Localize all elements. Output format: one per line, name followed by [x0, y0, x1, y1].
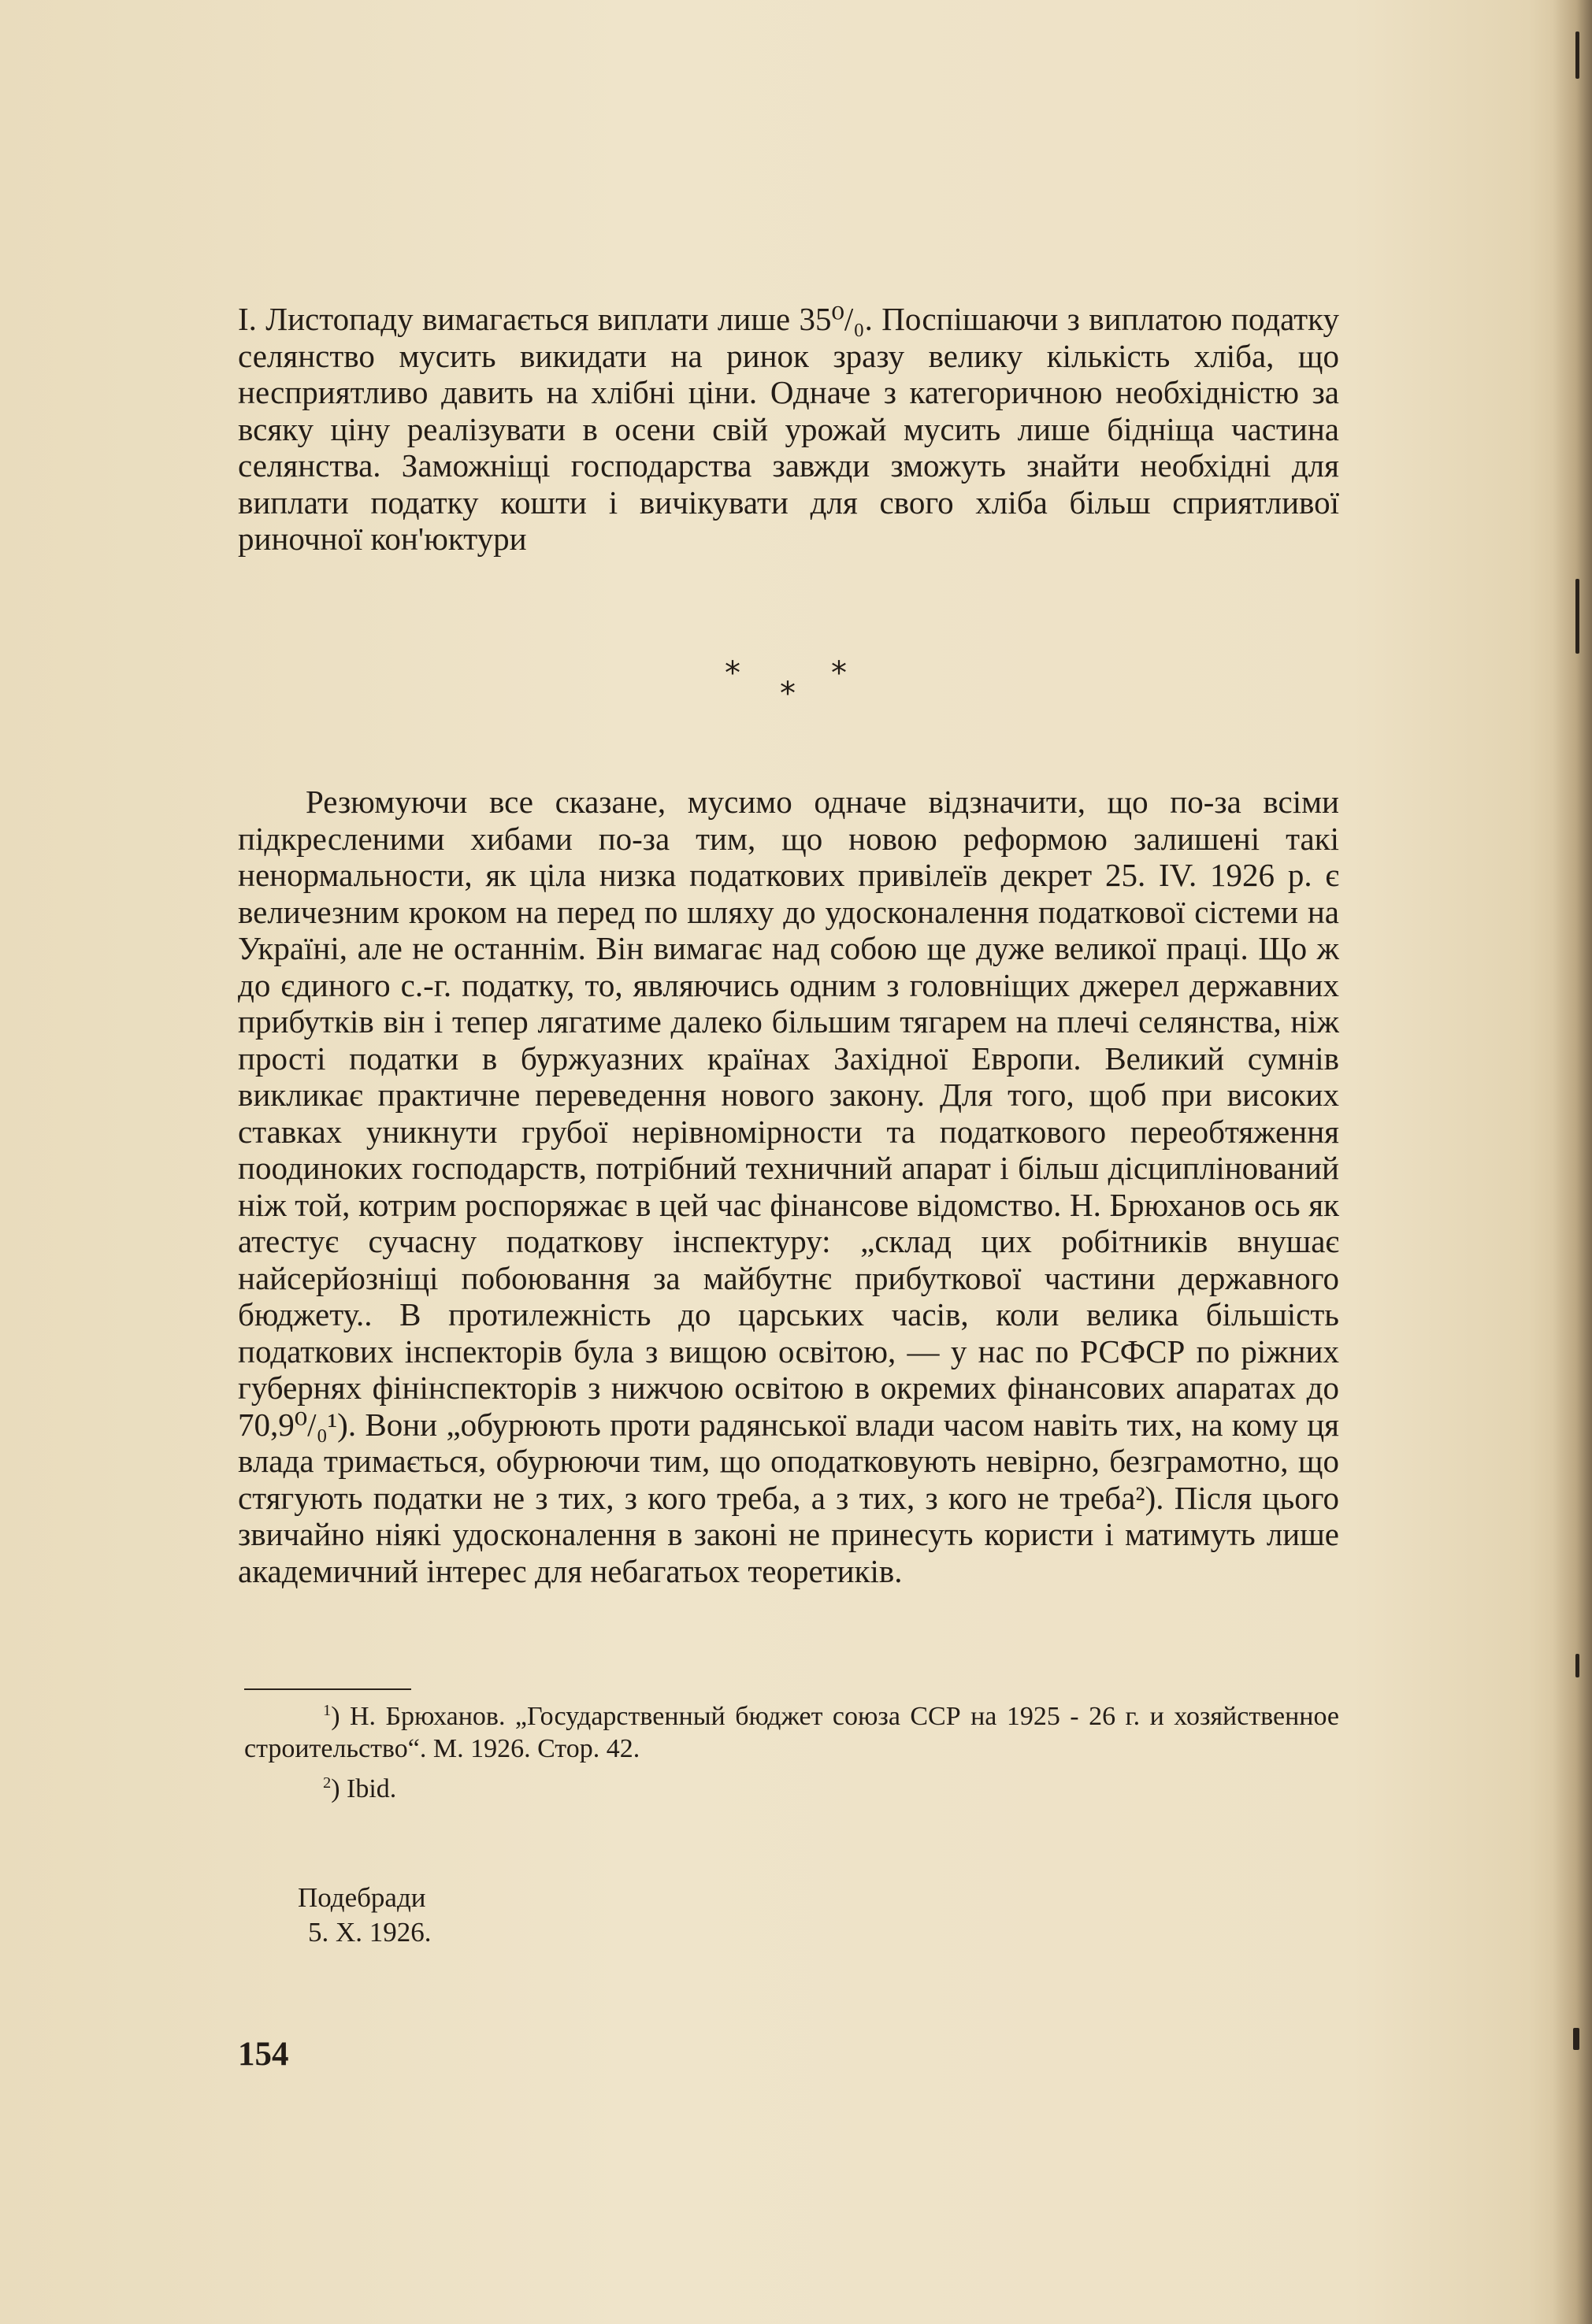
footnote-2	[244, 1773, 1339, 1805]
asterisk: *	[780, 676, 796, 712]
asterisk: *	[725, 655, 740, 691]
paragraph-conclusion: Резюмуючи все сказане, мусимо одначе відзначити, що по-за всіми підкресленими хибами по-за тим, що новою реформою залишені такі ненормальности, як ціла низка податкових привілеїв декрет 25. IV. 1926 р. є величезним кроком на перед по шляху до удосконалення податкової сістеми на Україні, але не останнім. Він вимагає над собою ще дуже великої праці. Що ж до єдиного с.-г. податку, то, являючись одним з головніщих джерел державних прибутків він і тепер лягатиме далеко більшим тягарем на плечі селянства, ніж прості податки в буржуазних країнах Західної Европи. Великий сумнів викликає практичне переведення нового закону. Для того, щоб при високих ставках уникнути грубої нерівномірности та податкового переобтяження поодиноких господарств, потрібний техничний апарат і більш дісциплінований ніж той, котрим роспоряжає в цей час фінансове відомство. Н. Брюханов ось як атестує сучасну податкову інспектуру: „склад цих робітників внушає найсерйозніщі побоювання за майбутнє прибуткової частини державного бюджету.. В протилежність до царських часів, коли велика більшість податкових інспекторів була з вищою освітою, — у нас по РСФСР по ріжних губернях фінінспекторів з нижчою освітою в окремих фінансових апаратах до 70,9⁰/₀¹). Вони „обурюють проти радянської влади часом навіть тих, на кому ця влада тримається, обурюючи тим, що оподатковують невірно, безграмотно, що стягують податки не з тих, з кого треба, а з тих, з кого не треба²). Після цього звичайно ніякі удосконалення в законі не принесуть користи і матимуть лише академичний інтерес для небагатьох теоретиків.	[238, 784, 1339, 1589]
spine-mark	[1575, 32, 1579, 79]
paragraph-continuation: I. Листопаду вимагається виплати лише 35⁰/₀. Поспішаючи з виплатою податку селянство мусить викидати на ринок зразу велику кількість хліба, що несприятливо давить на хлібні ціни. Одначе з категоричною необхідністю за всяку ціну реалізувати в осени свій урожай мусить лише бідніща частина селянства. Заможніщі господарства завжди зможуть знайти необхідні для виплати податку кошти і вичікувати для свого хліба більш сприятливої риночної кон'юктури	[238, 301, 1339, 557]
page-number: 154	[238, 2036, 289, 2073]
footnote-rule	[244, 1688, 411, 1690]
signature-date: 5. X. 1926.	[308, 1917, 432, 1948]
spine-mark	[1573, 2028, 1579, 2050]
spine-mark	[1575, 1654, 1579, 1677]
footnote-text: ) Ibid.	[331, 1774, 397, 1803]
footnote-1	[244, 1700, 1339, 1765]
signature-block	[298, 1881, 432, 1950]
asterisk: *	[831, 655, 847, 691]
spine-mark	[1575, 579, 1579, 654]
footnote-text: ) Н. Брюханов. „Государственный бюджет союза ССР на 1925 - 26 г. и хозяйственное строительство“. М. 1926. Стор. 42.	[244, 1702, 1339, 1763]
footnote-marker: 1	[323, 1701, 332, 1719]
book-spine-shadow	[1553, 0, 1592, 2324]
footnotes	[244, 1700, 1339, 1813]
signature-place: Подебради	[298, 1882, 426, 1913]
section-separator	[709, 655, 867, 726]
footnote-marker: 2	[323, 1774, 332, 1792]
